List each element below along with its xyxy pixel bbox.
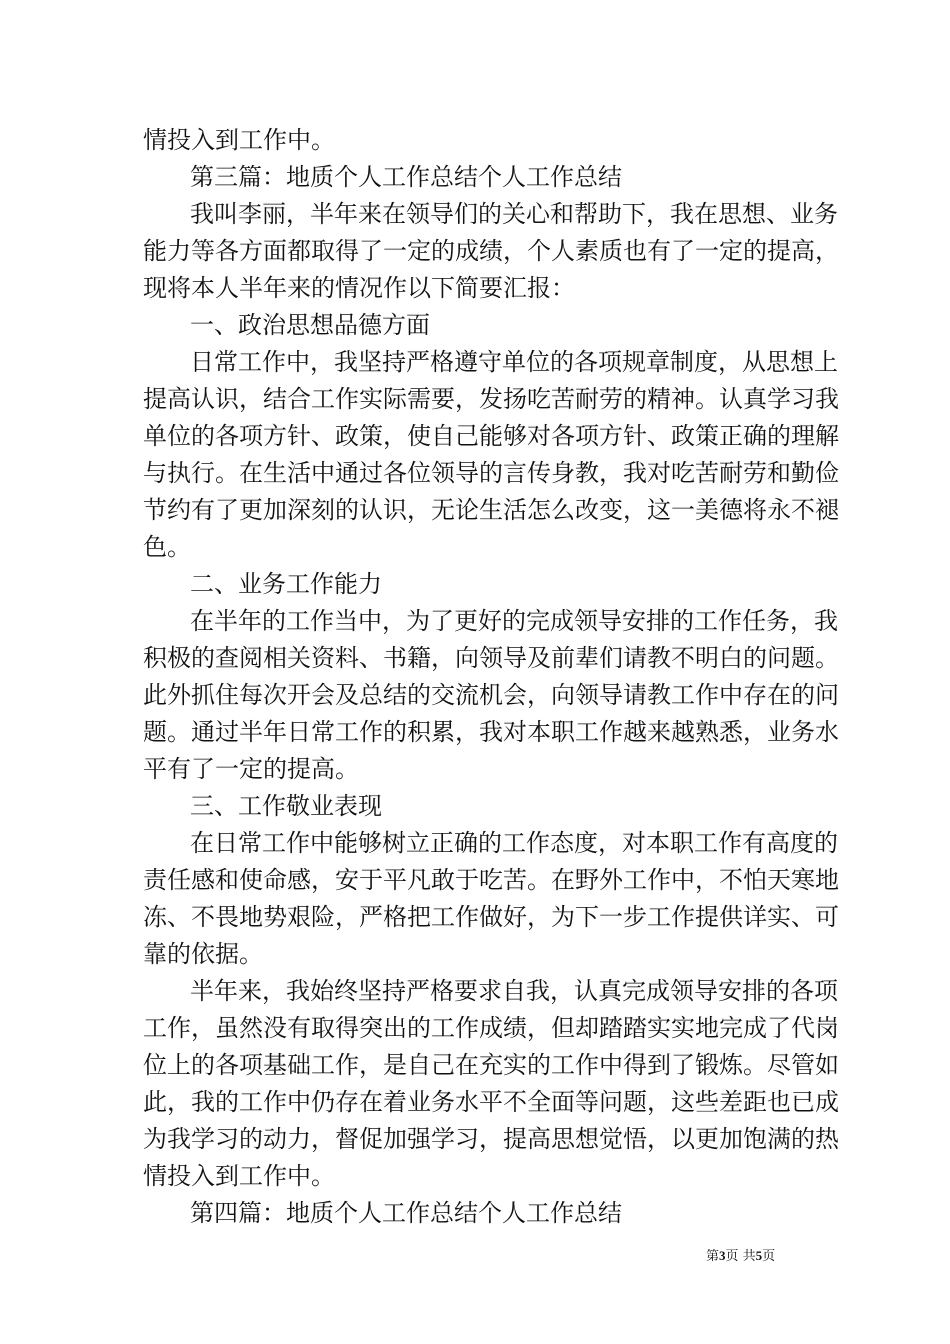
text-line: 现将本人半年来的情况作以下简要汇报： — [143, 274, 575, 302]
text-line: 工作，虽然没有取得突出的工作成绩，但却踏踏实实地完成了代岗 — [143, 1014, 839, 1042]
current-page-number: 3 — [719, 1248, 726, 1263]
footer-middle: 页 共 — [725, 1249, 756, 1264]
text-line: 责任感和使命感，安于平凡敢于吃苦。在野外工作中，不怕天寒地 — [143, 866, 839, 894]
text-line: 与执行。在生活中通过各位领导的言传身教，我对吃苦耐劳和勤俭 — [143, 459, 839, 487]
text-line: 冻、不畏地势艰险，严格把工作做好，为下一步工作提供详实、可 — [143, 903, 839, 931]
text-line: 为我学习的动力，督促加强学习，提高思想觉悟，以更加饱满的热 — [143, 1125, 839, 1153]
text-line: 单位的各项方针、政策，使自己能够对各项方针、政策正确的理解 — [143, 422, 839, 450]
total-pages-number: 5 — [755, 1248, 763, 1263]
text-line: 此外抓住每次开会及总结的交流机会，向领导请教工作中存在的问 — [143, 681, 839, 709]
text-line: 我叫李丽，半年来在领导们的关心和帮助下，我在思想、业务 — [190, 200, 838, 228]
footer-suffix: 页 — [762, 1249, 776, 1264]
text-line: 半年来，我始终坚持严格要求自我，认真完成领导安排的各项 — [190, 977, 838, 1005]
text-line: 位上的各项基础工作，是自己在充实的工作中得到了锻炼。尽管如 — [143, 1051, 839, 1079]
footer-prefix: 第 — [706, 1249, 720, 1264]
text-line: 题。通过半年日常工作的积累，我对本职工作越来越熟悉，业务水 — [143, 718, 839, 746]
text-line: 能力等各方面都取得了一定的成绩，个人素质也有了一定的提高， — [143, 237, 839, 265]
text-line: 情投入到工作中。 — [143, 126, 335, 154]
text-line: 节约有了更加深刻的认识，无论生活怎么改变，这一美德将永不褪 — [143, 496, 839, 524]
section-title: 第四篇：地质个人工作总结个人工作总结 — [190, 1199, 622, 1227]
text-line: 积极的查阅相关资料、书籍，向领导及前辈们请教不明白的问题。 — [143, 644, 839, 672]
section-heading: 三、工作敬业表现 — [190, 792, 382, 820]
text-line: 在半年的工作当中，为了更好的完成领导安排的工作任务，我 — [190, 607, 838, 635]
section-heading: 二、业务工作能力 — [190, 570, 382, 598]
text-line: 在日常工作中能够树立正确的工作态度，对本职工作有高度的 — [190, 829, 838, 857]
page-number-footer — [706, 1247, 775, 1266]
text-line: 平有了一定的提高。 — [143, 755, 359, 783]
text-line: 靠的依据。 — [143, 940, 263, 968]
section-title: 第三篇：地质个人工作总结个人工作总结 — [190, 163, 622, 191]
text-line: 情投入到工作中。 — [143, 1162, 335, 1190]
text-line: 此，我的工作中仍存在着业务水平不全面等问题，这些差距也已成 — [143, 1088, 839, 1116]
text-line: 提高认识，结合工作实际需要，发扬吃苦耐劳的精神。认真学习我 — [143, 385, 839, 413]
text-line: 色。 — [143, 533, 191, 561]
text-line: 日常工作中，我坚持严格遵守单位的各项规章制度，从思想上 — [190, 348, 838, 376]
section-heading: 一、政治思想品德方面 — [190, 311, 430, 339]
